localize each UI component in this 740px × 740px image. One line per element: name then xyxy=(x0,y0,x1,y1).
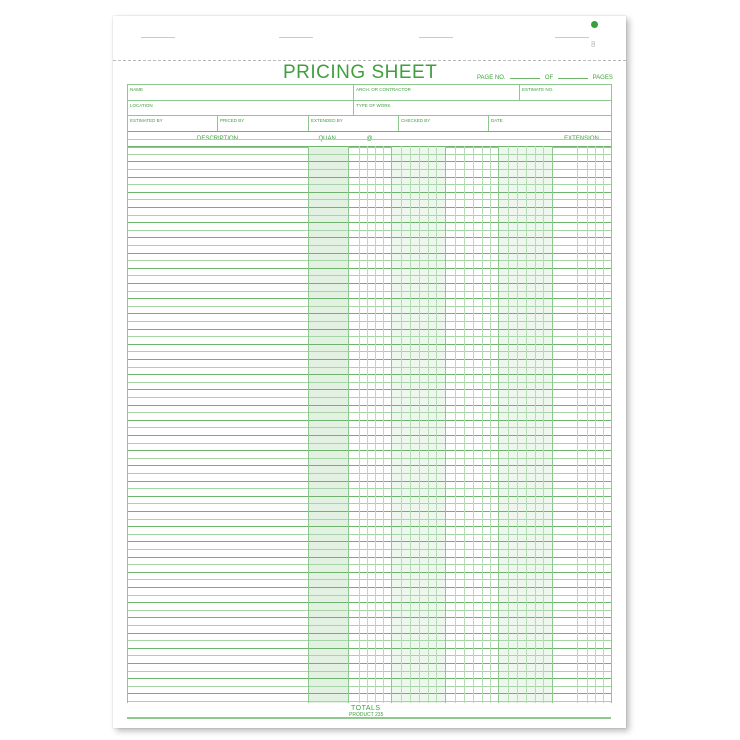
row-rule xyxy=(127,617,611,618)
row-rule xyxy=(127,450,611,451)
row-rule xyxy=(127,686,611,687)
row-rule xyxy=(127,427,611,428)
column-rule xyxy=(410,146,411,703)
row-rule xyxy=(127,177,611,178)
row-rule xyxy=(127,382,611,383)
row-rule xyxy=(127,139,611,140)
row-rule xyxy=(127,374,611,375)
column-rule xyxy=(367,146,368,703)
row-rule xyxy=(127,268,611,269)
column-rule xyxy=(428,146,429,703)
location-field[interactable]: LOCATION xyxy=(130,103,153,108)
stub-number: 8 xyxy=(591,40,596,49)
row-rule xyxy=(127,161,611,162)
row-rule xyxy=(127,572,611,573)
row-rule xyxy=(127,245,611,246)
row-rule xyxy=(127,473,611,474)
column-rule xyxy=(436,146,437,703)
product-code: PRODUCT 235 xyxy=(349,712,384,718)
page-no-label: PAGE NO. xyxy=(477,75,506,81)
row-rule xyxy=(127,154,611,155)
row-rule xyxy=(127,610,611,611)
column-rule xyxy=(445,146,446,703)
row-rule xyxy=(127,359,611,360)
at-column-header: @ xyxy=(366,135,373,142)
column-rule xyxy=(526,146,527,703)
row-rule xyxy=(127,648,611,649)
pricing-sheet-paper xyxy=(113,16,626,728)
row-rule xyxy=(127,701,611,702)
row-rule xyxy=(127,625,611,626)
row-rule xyxy=(127,602,611,603)
checked-by-field[interactable]: CHECKED BY xyxy=(401,118,431,123)
column-rule xyxy=(595,146,596,703)
row-rule xyxy=(127,397,611,398)
column-rule xyxy=(577,146,578,703)
row-rule xyxy=(127,557,611,558)
row-rule xyxy=(127,169,611,170)
row-rule xyxy=(127,184,611,185)
column-rule xyxy=(482,146,483,703)
perforated-stub xyxy=(113,16,626,61)
row-rule xyxy=(127,549,611,550)
column-rule xyxy=(375,146,376,703)
column-rule xyxy=(383,146,384,703)
column-rule xyxy=(543,146,544,703)
page-no-field[interactable] xyxy=(510,78,540,79)
column-rule xyxy=(401,146,402,703)
type-of-work-field[interactable]: TYPE OF WORK xyxy=(356,103,391,108)
row-rule xyxy=(127,435,611,436)
totals-label: TOTALS xyxy=(351,705,381,712)
column-rule xyxy=(127,131,128,703)
row-rule xyxy=(127,511,611,512)
date-field[interactable]: DATE xyxy=(491,118,503,123)
perforation-mark xyxy=(419,37,453,38)
punch-hole-icon xyxy=(591,21,598,28)
perforation-mark xyxy=(141,37,175,38)
row-rule xyxy=(127,351,611,352)
row-rule xyxy=(127,519,611,520)
row-rule xyxy=(127,671,611,672)
row-rule xyxy=(127,237,611,238)
row-rule xyxy=(127,534,611,535)
priced-by-field[interactable]: PRICED BY xyxy=(220,118,245,123)
row-rule xyxy=(127,678,611,679)
row-rule xyxy=(127,465,611,466)
of-label: OF xyxy=(544,75,554,81)
row-rule xyxy=(127,481,611,482)
row-rule xyxy=(127,260,611,261)
row-rule xyxy=(127,207,611,208)
row-rule xyxy=(127,655,611,656)
row-rule xyxy=(127,663,611,664)
row-rule xyxy=(127,199,611,200)
row-rule xyxy=(127,283,611,284)
row-rule xyxy=(127,344,611,345)
estimated-by-field[interactable]: ESTIMATED BY xyxy=(130,118,163,123)
row-rule xyxy=(127,496,611,497)
column-rule xyxy=(464,146,465,703)
quantity-column-header: QUAN. xyxy=(318,135,338,142)
row-rule xyxy=(127,579,611,580)
pricing-grid xyxy=(127,131,611,703)
column-rule xyxy=(490,146,491,703)
row-rule xyxy=(127,192,611,193)
row-rule xyxy=(127,253,611,254)
column-rule xyxy=(535,146,536,703)
row-rule xyxy=(127,541,611,542)
column-rule xyxy=(473,146,474,703)
row-rule xyxy=(127,526,611,527)
page-title: PRICING SHEET xyxy=(283,62,438,83)
row-rule xyxy=(127,595,611,596)
column-rule xyxy=(517,146,518,703)
row-rule xyxy=(127,306,611,307)
column-rule xyxy=(498,146,499,703)
row-rule xyxy=(127,131,611,132)
row-rule xyxy=(127,443,611,444)
page-number-line xyxy=(477,75,613,81)
row-rule xyxy=(127,230,611,231)
row-rule xyxy=(127,313,611,314)
estimate-no-field[interactable]: ESTIMATE NO. xyxy=(522,87,554,92)
pages-label: PAGES xyxy=(592,75,613,81)
row-rule xyxy=(127,329,611,330)
row-rule xyxy=(127,222,611,223)
row-rule xyxy=(127,405,611,406)
column-rule xyxy=(587,146,588,703)
description-column-header: DESCRIPTION xyxy=(196,135,238,142)
row-rule xyxy=(127,587,611,588)
row-rule xyxy=(127,564,611,565)
row-rule xyxy=(127,321,611,322)
page-count-field[interactable] xyxy=(558,78,588,79)
column-rule xyxy=(391,146,392,703)
column-rule xyxy=(603,146,604,703)
column-rule xyxy=(508,146,509,703)
column-rule xyxy=(611,131,612,703)
row-rule xyxy=(127,298,611,299)
row-rule xyxy=(127,503,611,504)
row-rule xyxy=(127,291,611,292)
header-rule xyxy=(127,146,611,147)
extension-column-header: EXTENSION xyxy=(564,135,599,142)
column-rule xyxy=(348,146,349,703)
row-rule xyxy=(127,412,611,413)
row-rule xyxy=(127,693,611,694)
row-rule xyxy=(127,488,611,489)
row-rule xyxy=(127,420,611,421)
row-rule xyxy=(127,633,611,634)
column-rule xyxy=(419,146,420,703)
extended-by-field[interactable]: EXTENDED BY xyxy=(311,118,343,123)
name-field[interactable]: NAME xyxy=(130,87,144,92)
row-rule xyxy=(127,367,611,368)
column-rule xyxy=(359,146,360,703)
perforation-mark xyxy=(279,37,313,38)
column-rule xyxy=(455,146,456,703)
column-rule xyxy=(552,146,553,703)
column-rule xyxy=(308,146,309,703)
row-rule xyxy=(127,215,611,216)
row-rule xyxy=(127,336,611,337)
architect-field[interactable]: ARCH. OR CONTRACTOR xyxy=(356,87,411,92)
row-rule xyxy=(127,640,611,641)
row-rule xyxy=(127,389,611,390)
perforation-mark xyxy=(555,37,589,38)
row-rule xyxy=(127,275,611,276)
row-rule xyxy=(127,458,611,459)
